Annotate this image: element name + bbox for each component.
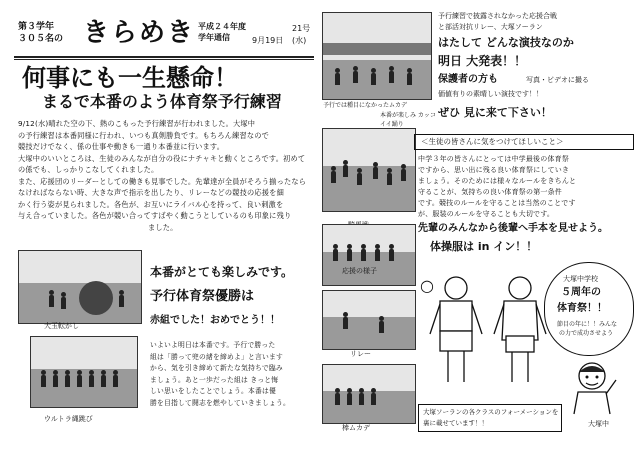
- caption-ouen: 応援の様子: [342, 267, 377, 275]
- closing-line: しい思いをしたことでしょう。本番は優: [150, 387, 276, 395]
- class-line: ３０５名の: [18, 34, 64, 44]
- article-line: の係でも、しっかりこなしてくれました。: [18, 165, 159, 174]
- announcement-sub-2: 価値有りの素晴しい演技です！！: [438, 90, 543, 98]
- bubble-line-3: 体育祭！！: [557, 303, 607, 314]
- teacher-signature: 大塚中: [588, 420, 609, 428]
- issue-date: 9月19日: [252, 36, 284, 45]
- article-line: 競技だけでなく、係の仕事や動きも一通り本番並に行います。: [18, 142, 225, 151]
- bleachers: [323, 43, 431, 55]
- bubble-line-2: ５周年の: [561, 287, 601, 298]
- newsletter-title: きらめき: [83, 18, 196, 48]
- big-ball: [79, 281, 113, 315]
- student-ok-icon: [426, 274, 486, 394]
- article-line: なければならない時、大きな声で指示を出したり、リレーなどの競技の応援を細: [18, 188, 284, 197]
- section-big-1: 先輩のみんなから後輩へ手本を見せよう。: [418, 223, 608, 234]
- article-line: ました。: [148, 222, 178, 232]
- highlight-3: 赤組でした！おめでとう！！: [150, 315, 280, 326]
- highlight-1: 本番がとても楽しみです。: [150, 265, 294, 279]
- announcement-box: [434, 10, 630, 128]
- announcement-line: 予行練習で披露されなかった応援合戦: [438, 12, 557, 20]
- section-line: ましょう。そのためには様々なルールをきちんと: [418, 177, 577, 185]
- teacher-icon: [566, 360, 618, 416]
- highlight-2: 予行体育祭優勝は: [150, 289, 255, 304]
- article-line: 与え合っていました。各色が競い合ってすばやく動こうとしているのも印象に残り: [18, 211, 292, 220]
- article-line: 大塚中のいいところは、生徒のみんなが自分の役にナチャキと動くところです。初めて: [18, 153, 306, 163]
- section-body: [418, 154, 632, 220]
- section-heading: ＜生徒の皆さんに気をつけてほしいこと＞: [421, 137, 564, 146]
- issue-number: 21号: [292, 24, 311, 33]
- article-line: かく行う姿が見られました。各色が、お互いにライバル心を持って、良い刺激を: [18, 199, 284, 209]
- announcement-line: と部活対抗リレー、大塚ソーラン: [438, 23, 543, 31]
- caption-odamawashi: 大玉転がし: [44, 322, 79, 330]
- section-line: ですから、思い出に残る良い体育祭にしていき: [418, 166, 570, 174]
- section-line: 中学３年の皆さんにとっては中学最後の体育祭: [418, 155, 570, 163]
- bubble-line-4: 節目の年に！！みんな: [557, 321, 618, 328]
- bubble-line-5: の力で成功させよう: [559, 330, 614, 337]
- section-big-2: 体操服は in イン！！: [430, 240, 538, 253]
- photo-kibasen: [322, 128, 416, 212]
- uniform-illustration: [418, 266, 568, 398]
- closing-line: 組は「勝って兜の緒を締めよ」と言います: [150, 352, 283, 361]
- headline-line2: まるで本番のよう体育祭予行練習: [42, 92, 282, 111]
- caption-mukade: 棒ムカデ: [342, 424, 370, 432]
- section-line: が、服装のルールを守ることも大切です。: [418, 210, 555, 218]
- photo-soran: [322, 12, 432, 100]
- announcement-big-2: 明日 大発表！！: [438, 54, 527, 68]
- footer-note-line-1: 大塚ソーランの各クラスのフォーメーションを: [423, 408, 559, 416]
- bubble-line-1: 大塚中学校: [563, 275, 598, 283]
- closing-line: 勝を目指して闘志を燃やしていきましょう。: [150, 398, 290, 407]
- footer-note-box: [418, 404, 562, 432]
- section-heading-box: [414, 134, 634, 150]
- photo-ultra-jump: [30, 336, 138, 408]
- grade-line: 第３学年: [18, 22, 55, 32]
- article-body: [18, 118, 316, 233]
- student-ng-icon: [490, 274, 550, 394]
- announcement-big-3: ぜひ 見に来て下さい！: [438, 106, 552, 119]
- masthead-rule-bottom: [14, 59, 314, 60]
- section-line: 守ることが、気持ちの良い体育祭の第一条件: [418, 188, 562, 196]
- photo-mukade: [322, 364, 416, 424]
- photo-ouen: [322, 224, 416, 286]
- type-line: 学年通信: [198, 33, 230, 42]
- caption-ultra-jump: ウルトラ縄跳び: [44, 415, 93, 423]
- anniversary-bubble: [544, 262, 634, 356]
- closing-line: いよいよ明日は本番です。予行で勝った: [150, 341, 276, 349]
- masthead-rule: [14, 56, 314, 58]
- closing-line: から、気を引き締めて新たな気持ちで臨み: [150, 364, 283, 372]
- ok-mark: ○: [420, 276, 434, 295]
- masthead: [8, 6, 318, 58]
- closing-text: [150, 340, 316, 409]
- closing-line: ましょう。あと一歩だった組は きっと悔: [150, 375, 279, 384]
- footer-note-line-2: 裏に載せています！！: [423, 419, 488, 427]
- section-line: です。競技のルールを守ることは当然のことです: [418, 199, 576, 207]
- headline-line1: 何事にも一生懸命！: [22, 64, 238, 92]
- caption-relay: リレー: [350, 350, 371, 358]
- announcement-big-1: はたして どんな演技なのか: [438, 36, 574, 49]
- article-line: の予行練習は本番同様に行われ、いつも真剣勝負です。もちろん練習なので: [18, 130, 270, 140]
- year-line: 平成２４年度: [198, 22, 246, 31]
- issue-day: (水): [292, 36, 307, 45]
- caption-mukade-note: 予行では種目になかったムカデ: [323, 102, 408, 109]
- article-line: 9/12(水)晴れた空の下、熱のこもった予行練習が行われました。大塚中: [18, 119, 256, 128]
- photo-relay: [322, 290, 416, 350]
- article-line: また、応援団のリーダーとしての働きも見事でした。先輩達が全員がそろう揃ったなら: [18, 176, 307, 186]
- announcement-sub-1b: 写真・ビデオに撮る: [526, 76, 589, 84]
- caption-soran-note: 本番が楽しみ カッコイイ踊り: [380, 112, 436, 128]
- photo-odamawashi: [18, 250, 142, 324]
- announcement-sub-1: 保護者の方も: [438, 74, 498, 85]
